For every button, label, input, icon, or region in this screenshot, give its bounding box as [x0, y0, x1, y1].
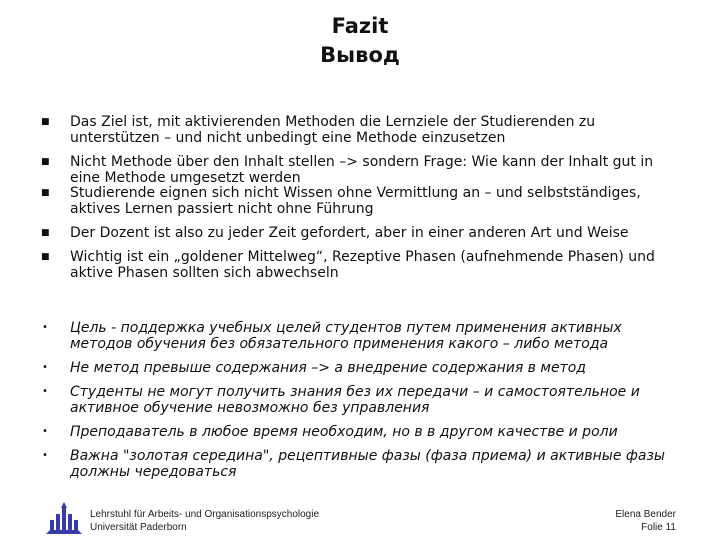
list-item	[40, 424, 676, 440]
list-item	[40, 249, 676, 281]
bullet-text: Nicht Methode über den Inhalt stellen –> sondern Frage: Wie kann der Inhalt gut in eine Methode umgesetzt werden	[70, 154, 654, 186]
bullet-dot-icon: •	[42, 362, 48, 373]
footer-author-name: Elena Bender	[615, 509, 676, 520]
footer-author	[615, 508, 676, 534]
bullet-text: Не метод превыше содержания –> а внедрение содержания в метод	[70, 360, 586, 376]
bullet-text: Das Ziel ist, mit aktivierenden Methoden die Lernziele der Studierenden zu unterstützen – und nicht unbedingt eine Methode einzusetzen	[70, 114, 596, 146]
bullet-text: Преподаватель в любое время необходим, но в в другом качестве и роли	[70, 424, 618, 440]
bullet-text: Важна "золотая середина", рецептивные фазы (фаза приема) и активные фазы должны чередоваться	[70, 448, 665, 480]
bullet-text: Студенты не могут получить знания без их передачи – и самостоятельное и активное обучение невозможно без управления	[70, 384, 640, 416]
footer-slide-number: Folie 11	[641, 522, 676, 533]
list-item	[40, 384, 676, 416]
russian-bullet-list	[40, 320, 676, 488]
list-item	[40, 320, 676, 352]
list-item	[40, 114, 676, 146]
list-item	[40, 225, 676, 241]
bullet-square-icon: ■	[41, 188, 50, 198]
bullet-dot-icon: •	[42, 386, 48, 397]
university-logo-graphic	[44, 500, 84, 536]
footer-chair: Lehrstuhl für Arbeits- und Organisationspsychologie	[90, 509, 320, 520]
bullet-dot-icon: •	[42, 450, 48, 461]
bullet-dot-icon: •	[42, 426, 48, 437]
bullet-dot-icon: •	[42, 322, 48, 333]
bullet-square-icon: ■	[41, 157, 50, 167]
bullet-square-icon: ■	[41, 228, 50, 238]
list-item	[40, 448, 676, 480]
title-german: Fazit	[331, 14, 389, 38]
bullet-text: Wichtig ist ein „goldener Mittelweg“, Rezeptive Phasen (aufnehmende Phasen) und aktive Phasen sollten sich abwechseln	[70, 249, 655, 281]
list-item	[40, 154, 676, 186]
bullet-text: Цель - поддержка учебных целей студентов путем применения активных методов обучения без обязательного применения какого – либо метода	[70, 320, 622, 352]
slide-title	[0, 12, 720, 70]
german-bullet-list	[40, 114, 676, 289]
footer-institution	[90, 508, 319, 534]
bullet-text: Studierende eignen sich nicht Wissen ohne Vermittlung an – und selbstständiges, aktives Lernen passiert nicht ohne Führung	[70, 185, 641, 217]
university-logo-icon	[44, 500, 84, 536]
list-item	[40, 185, 676, 217]
bullet-square-icon: ■	[41, 252, 50, 262]
bullet-square-icon: ■	[41, 117, 50, 127]
title-russian: Вывод	[320, 43, 400, 67]
footer-university: Universität Paderborn	[90, 522, 187, 533]
bullet-text: Der Dozent ist also zu jeder Zeit gefordert, aber in einer anderen Art und Weise	[70, 225, 629, 241]
list-item	[40, 360, 676, 376]
